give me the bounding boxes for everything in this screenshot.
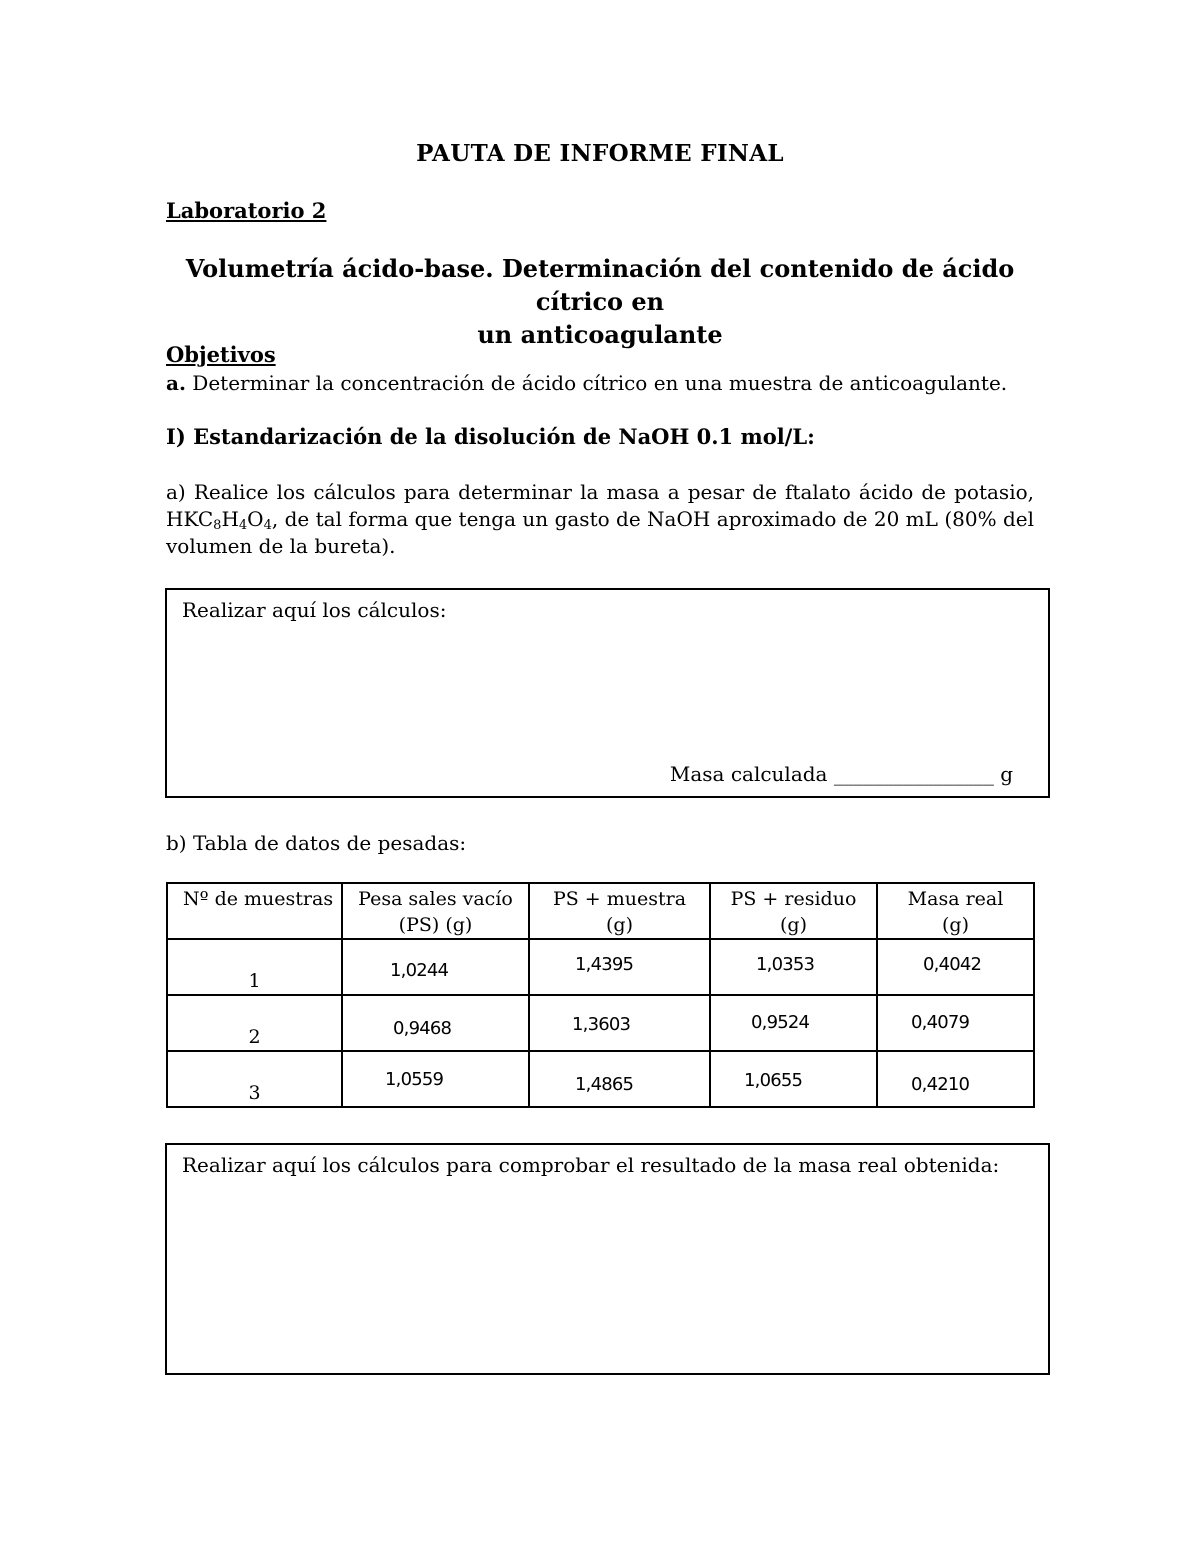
- header-n-muestras-text: Nº de muestras: [183, 888, 334, 910]
- cell-masa-real[interactable]: [877, 939, 1034, 995]
- formula-part-2: H: [221, 507, 239, 531]
- objective-a-text: Determinar la concentración de ácido cítrico en una muestra de anticoagulante.: [185, 371, 1008, 395]
- header-masa-real-line1: Masa real: [907, 888, 1004, 910]
- subtitle-line-1: Volumetría ácido-base. Determinación del contenido de ácido cítrico en: [185, 254, 1015, 316]
- formula-part-3: O: [247, 507, 264, 531]
- cell-ps-residuo[interactable]: [710, 939, 877, 995]
- handwritten-value: 0,9468: [393, 1018, 452, 1039]
- cell-masa-real[interactable]: [877, 995, 1034, 1051]
- formula-sub-3: 4: [263, 518, 272, 533]
- header-ps-residuo-line1: PS + residuo: [730, 888, 857, 910]
- cell-masa-real[interactable]: [877, 1051, 1034, 1107]
- formula-part-1: HKC: [166, 507, 214, 531]
- table-header-row: [167, 883, 1034, 939]
- header-ps-muestra: [529, 883, 710, 939]
- document-title: PAUTA DE INFORME FINAL: [416, 140, 784, 167]
- formula: [166, 507, 272, 531]
- sample-number: 1: [248, 970, 261, 992]
- handwritten-value: 0,4079: [911, 1012, 970, 1033]
- header-masa-real-line2: (g): [942, 914, 969, 936]
- handwritten-value: 0,4210: [911, 1074, 970, 1095]
- cell-sample-number: [167, 939, 342, 995]
- objective-a: [166, 371, 1007, 395]
- calculation-box-2-label: Realizar aquí los cálculos para comprobar el resultado de la masa real obtenida:: [182, 1153, 1000, 1177]
- section-1-heading: I) Estandarización de la disolución de NaOH 0.1 mol/L:: [166, 424, 815, 449]
- header-ps-muestra-line2: (g): [606, 914, 633, 936]
- handwritten-value: 1,4865: [575, 1074, 634, 1095]
- header-ps-residuo: [710, 883, 877, 939]
- header-pesa-sales: [342, 883, 529, 939]
- header-n-muestras: [167, 883, 342, 939]
- cell-ps[interactable]: [342, 995, 529, 1051]
- cell-ps-muestra[interactable]: [529, 995, 710, 1051]
- handwritten-value: 0,4042: [923, 954, 982, 975]
- handwritten-value: 1,3603: [572, 1014, 631, 1035]
- table-row: [167, 995, 1034, 1051]
- handwritten-value: 0,9524: [751, 1012, 810, 1033]
- handwritten-value: 1,0353: [756, 954, 815, 975]
- handwritten-value: 1,4395: [575, 954, 634, 975]
- header-ps-residuo-line2: (g): [780, 914, 807, 936]
- cell-ps-residuo[interactable]: [710, 995, 877, 1051]
- header-pesa-sales-line2: (PS) (g): [398, 914, 473, 936]
- table-label: b) Tabla de datos de pesadas:: [166, 831, 467, 855]
- handwritten-value: 1,0559: [385, 1069, 444, 1090]
- weighing-table: [166, 882, 1035, 1108]
- subtitle-line-2: un anticoagulante: [477, 320, 723, 349]
- calculation-box-2[interactable]: [165, 1143, 1050, 1375]
- sample-number: 3: [248, 1082, 261, 1104]
- calculation-box-1[interactable]: [165, 588, 1050, 798]
- handwritten-value: 1,0655: [744, 1070, 803, 1091]
- cell-sample-number: [167, 1051, 342, 1107]
- cell-ps[interactable]: [342, 1051, 529, 1107]
- instruction-a-end: , de tal forma que tenga un gasto de NaOH aproximado de 20 mL (80% del volumen de la bureta).: [166, 507, 1034, 558]
- table-row: [167, 939, 1034, 995]
- cell-ps-muestra[interactable]: [529, 939, 710, 995]
- instruction-a-start: a) Realice los cálculos para determinar la masa a pesar de ftalato ácido de potasio,: [166, 480, 1034, 504]
- objective-a-letter: a.: [166, 371, 186, 395]
- handwritten-value: 1,0244: [390, 960, 449, 981]
- sample-number: 2: [248, 1026, 261, 1048]
- header-masa-real: [877, 883, 1034, 939]
- instruction-a: [166, 479, 1034, 560]
- table-row: [167, 1051, 1034, 1107]
- formula-sub-1: 8: [213, 518, 222, 533]
- cell-ps-muestra[interactable]: [529, 1051, 710, 1107]
- header-pesa-sales-line1: Pesa sales vacío: [358, 888, 513, 910]
- objectives-heading: Objetivos: [166, 342, 276, 367]
- masa-calculada-field: Masa calculada ________________ g: [669, 762, 1013, 786]
- formula-sub-2: 4: [238, 518, 248, 533]
- cell-ps-residuo[interactable]: [710, 1051, 877, 1107]
- cell-ps[interactable]: [342, 939, 529, 995]
- cell-sample-number: [167, 995, 342, 1051]
- calculation-box-1-label: Realizar aquí los cálculos:: [182, 598, 447, 622]
- lab-label: Laboratorio 2: [166, 198, 327, 223]
- header-ps-muestra-line1: PS + muestra: [552, 888, 687, 910]
- lab-subtitle: [166, 252, 1034, 351]
